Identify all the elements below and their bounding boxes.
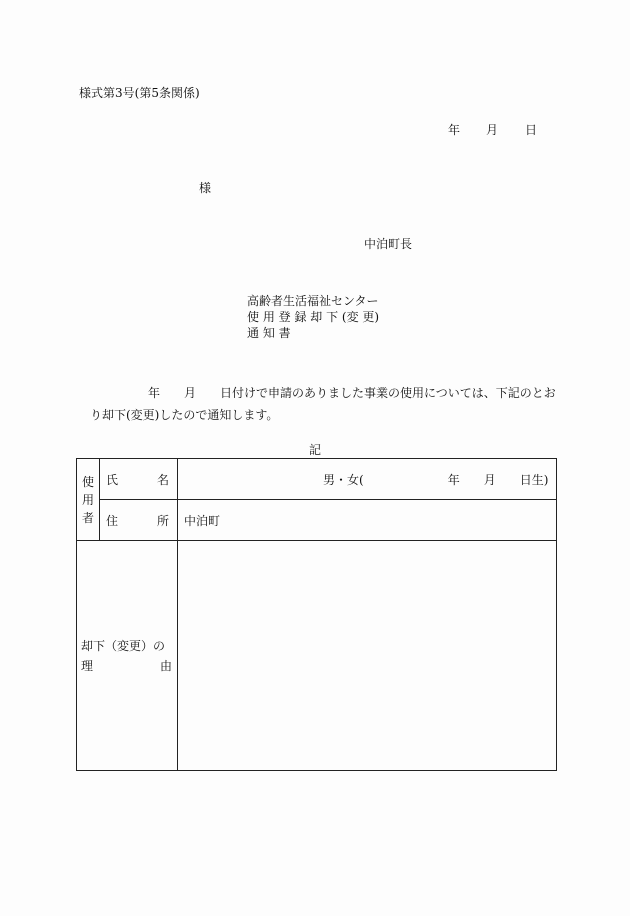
addressee-suffix: 様 <box>199 181 212 195</box>
name-label: 氏 名 <box>100 459 178 500</box>
document-title <box>247 293 379 341</box>
body-line-1: 年 月 日付けで申請のありました事業の使用については、下記のとお <box>148 386 556 400</box>
gender-option[interactable]: 男・女( <box>323 472 364 487</box>
address-label: 住 所 <box>100 500 178 541</box>
title-line-1: 高齢者生活福祉センター <box>247 294 379 308</box>
date-day: 日 <box>525 123 538 137</box>
form-number: 様式第3号(第5条関係) <box>79 86 200 100</box>
date-month: 月 <box>486 123 499 137</box>
birth-year: 年 <box>447 472 460 487</box>
date-year: 年 <box>448 123 461 137</box>
reason-field[interactable] <box>178 541 557 771</box>
name-field[interactable] <box>178 459 557 500</box>
reason-label: 却下（変更）の 理 由 <box>77 541 178 771</box>
user-label: 使 用 者 <box>77 459 100 541</box>
body-line-2: り却下(変更)したので通知します。 <box>90 408 279 422</box>
birth-month: 月 <box>483 472 496 487</box>
issuer: 中泊町長 <box>364 237 413 251</box>
title-line-2: 使 用 登 録 却 下 (変 更) <box>247 310 380 324</box>
ki-heading: 記 <box>309 443 322 457</box>
birth-day: 日生) <box>519 472 549 487</box>
address-field[interactable] <box>178 500 557 541</box>
body-text <box>90 382 560 426</box>
title-line-3: 通 知 書 <box>247 326 291 340</box>
address-value: 中泊町 <box>184 513 221 528</box>
form-table <box>76 458 557 771</box>
date-line <box>448 121 537 138</box>
